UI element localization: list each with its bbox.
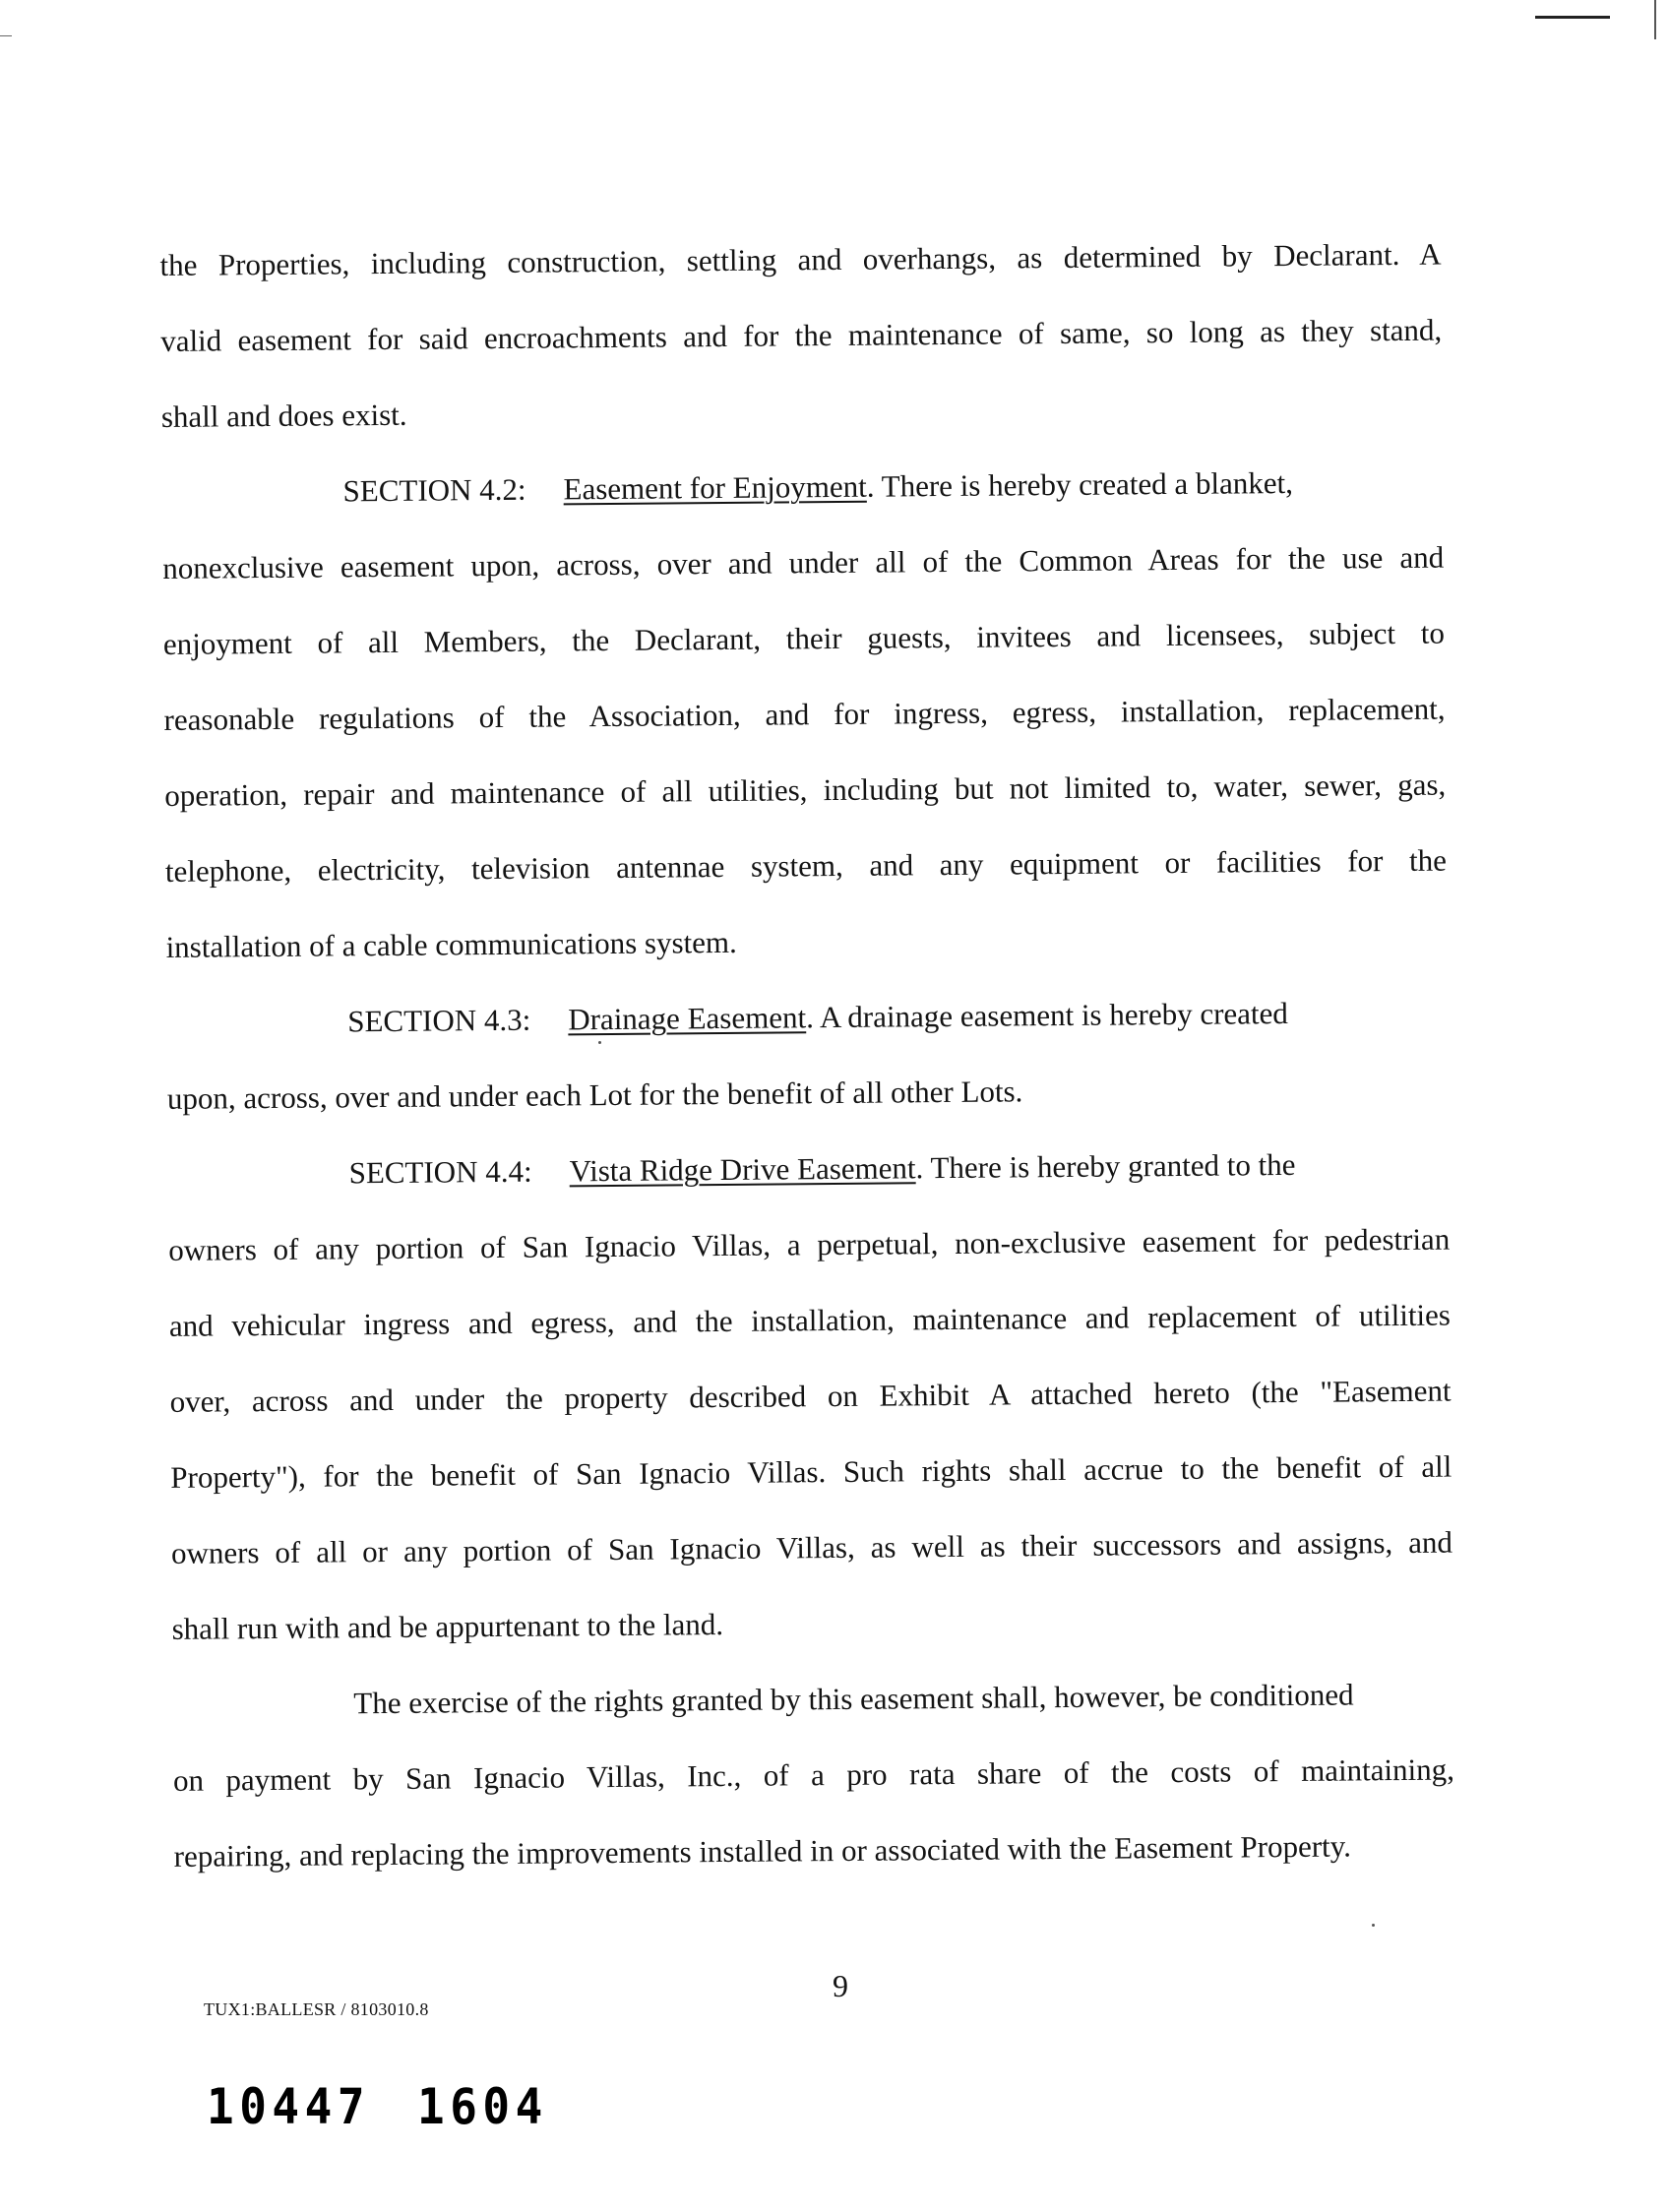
section-title: Easement for Enjoyment [563,468,867,507]
section-heading-line [348,1145,1295,1193]
section-heading-line [342,463,1293,511]
text-line: Property"), for the benefit of San Ignacio Villas. Such rights shall accrue to the benefit of all [170,1448,1453,1495]
text-line: shall and does exist. [160,397,407,434]
recording-book-number: 10447 [207,2078,371,2135]
section-title: Drainage Easement [568,1000,807,1037]
text-line: upon, across, over and under each Lot for the benefit of all other Lots. [166,1074,1023,1116]
text-line: the Properties, including construction, settling and overhangs, as determined by Declarant. A [159,236,1442,282]
section-text: . A drainage easement is hereby created [805,995,1288,1035]
recording-page-number: 1604 [417,2078,548,2135]
text-line: reasonable regulations of the Association, and for ingress, egress, installation, replacement, [163,691,1446,737]
text-line: installation of a cable communications system. [165,924,737,964]
document-reference: TUX1:BALLESR / 8103010.8 [204,1999,429,2019]
text-line: shall run with and be appurtenant to the land. [171,1607,724,1646]
text-line: over, across and under the property described on Exhibit A attached hereto (the "Easement [169,1373,1452,1419]
section-title: Vista Ridge Drive Easement [569,1150,916,1189]
text-line: owners of all or any portion of San Ignacio Villas, as well as their successors and assigns, and [170,1524,1453,1570]
text-line: and vehicular ingress and egress, and the installation, maintenance and replacement of utilities [168,1297,1452,1343]
page-number: 9 [833,1968,848,2003]
text-line: telephone, electricity, television antennae system, and any equipment or facilities for the [164,842,1448,889]
section-label: SECTION 4.3: [347,1002,531,1039]
section-text: . There is hereby created a blanket, [866,464,1294,504]
section-heading-line [347,994,1288,1041]
text-line: The exercise of the rights granted by this easement shall, however, be conditioned [353,1677,1354,1721]
text-line: operation, repair and maintenance of all utilities, including but not limited to, water, sewer, gas, [164,767,1447,813]
section-label: SECTION 4.4: [348,1153,532,1191]
text-line: valid easement for said encroachments and for the maintenance of same, so long as they stand, [160,312,1443,358]
text-line: nonexclusive easement upon, across, over and under all of the Common Areas for the use and [162,539,1445,585]
section-text: . There is hereby granted to the [915,1146,1296,1186]
section-label: SECTION 4.2: [342,471,526,509]
text-line: owners of any portion of San Ignacio Villas, a perpetual, non-exclusive easement for pedestrian [168,1221,1451,1267]
text-line: repairing, and replacing the improvements installed in or associated with the Easement Property. [173,1828,1352,1874]
text-line: enjoyment of all Members, the Declarant, their guests, invitees and licensees, subject to [162,615,1446,661]
text-line: on payment by San Ignacio Villas, Inc., of a pro rata share of the costs of maintaining, [172,1751,1455,1798]
